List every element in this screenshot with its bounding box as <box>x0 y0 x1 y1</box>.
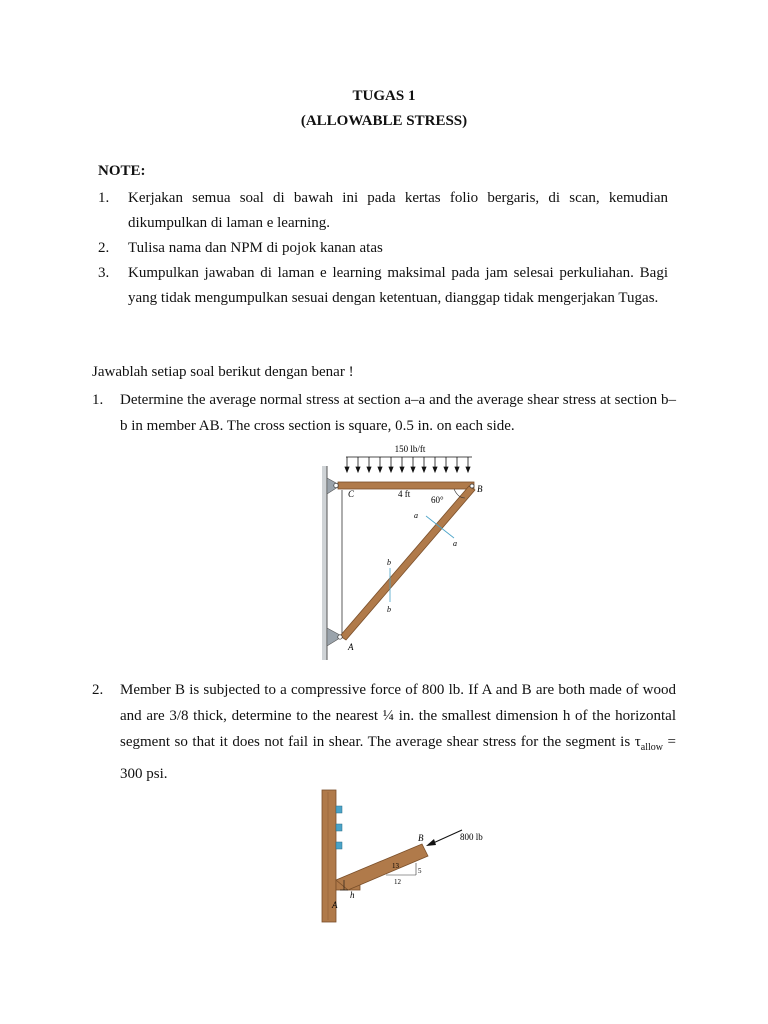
label-a: A <box>332 900 338 910</box>
label-a-end: A <box>348 642 354 652</box>
label-force: 800 lb <box>460 832 483 842</box>
label-12: 12 <box>394 878 401 886</box>
label-b1: b <box>387 558 391 567</box>
label-angle: 60° <box>431 495 444 505</box>
instructions: Jawablah setiap soal berikut dengan benar ! <box>92 364 354 380</box>
label-a1: a <box>414 511 418 520</box>
question-number: 1. <box>92 392 104 408</box>
question-text-end: = 300 psi. <box>120 734 676 782</box>
note-text: Tulisa nama dan NPM di pojok kanan atas <box>128 240 383 256</box>
load-label: 150 lb/ft <box>394 444 426 454</box>
question-text <box>120 677 676 787</box>
note-item <box>98 186 668 236</box>
question-1 <box>92 387 676 439</box>
note-text: Kerjakan semua soal di bawah ini pada kertas folio bergaris, di scan, kemudian dikumpulkan di laman e learning. <box>128 190 668 231</box>
question-number: 2. <box>92 682 104 698</box>
note-number: 1. <box>98 190 110 206</box>
note-text: Kumpulkan jawaban di laman e learning maksimal pada jam selesai perkuliahan. Bagi yang tidak mengumpulkan sesuai dengan ketentuan, dianggap tidak mengerjakan Tugas. <box>128 265 668 306</box>
label-b-end: B <box>477 484 483 494</box>
note-item <box>98 236 668 261</box>
note-item <box>98 261 668 311</box>
tau-subscript: allow <box>640 742 663 753</box>
figure-2-diagram <box>300 786 510 926</box>
beam-cb <box>338 482 474 489</box>
wall <box>322 466 327 660</box>
page-title: TUGAS 1 <box>352 88 416 104</box>
member-ab <box>340 486 475 640</box>
question-text: Determine the average normal stress at section a–a and the average shear stress at section b–b in member AB. The cross section is square, 0.5 in. on each side. <box>120 392 676 434</box>
note-number: 3. <box>98 265 110 281</box>
force-arrow <box>431 830 462 844</box>
member-b <box>336 844 428 890</box>
question-2 <box>92 677 676 787</box>
label-span: 4 ft <box>398 489 411 499</box>
label-h: h <box>350 890 355 900</box>
label-b2: b <box>387 605 391 614</box>
note-list <box>98 186 668 311</box>
label-a2: a <box>453 539 457 548</box>
label-13: 13 <box>392 862 399 870</box>
label-5: 5 <box>418 867 422 875</box>
note-heading: NOTE: <box>98 163 146 179</box>
page-subtitle: (ALLOWABLE STRESS) <box>300 113 468 129</box>
question-text-main: Member B is subjected to a compressive force of 800 lb. If A and B are both made of wood and are 3/8 thick, determine to the nearest ¼ in. the smallest dimension h of the horizontal segment so that it does not fail in shear. The average shear stress for the segment is τ <box>120 682 676 750</box>
label-b: B <box>418 833 424 843</box>
figure-1-diagram <box>320 440 490 660</box>
load-arrows <box>345 457 470 472</box>
label-c: C <box>348 489 355 499</box>
note-number: 2. <box>98 240 110 256</box>
